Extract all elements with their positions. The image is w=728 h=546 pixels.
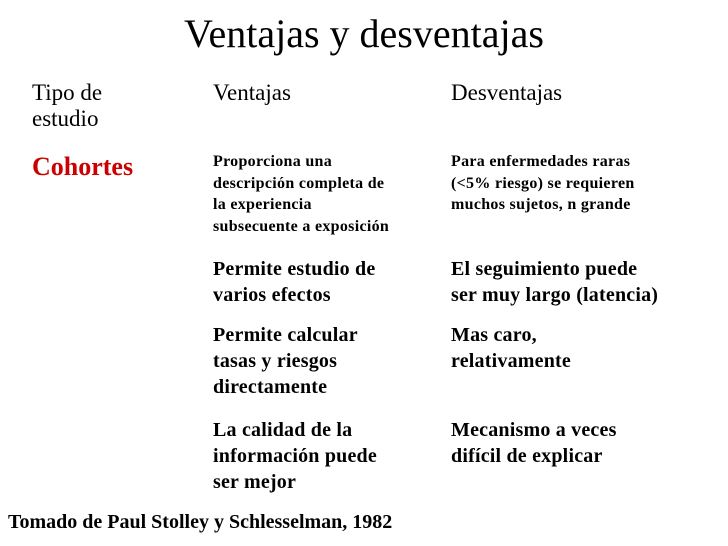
- study-type-cohortes: Cohortes: [32, 152, 134, 181]
- cell-line: Proporciona una: [213, 153, 333, 170]
- desventaja-cell: [451, 417, 617, 469]
- cell-line: subsecuente a exposición: [213, 217, 390, 235]
- cell-line: descripción completa de: [213, 174, 385, 192]
- header-tipo-line1: Tipo de: [32, 80, 103, 105]
- slide-title: Ventajas y desventajas: [184, 11, 544, 56]
- cell-line: Para enfermedades raras: [451, 153, 631, 170]
- cell-line: ser muy largo (latencia): [451, 284, 659, 306]
- desventaja-cell: [451, 322, 571, 374]
- cell-line: relativamente: [451, 350, 571, 372]
- cell-line: Permite calcular: [213, 324, 358, 346]
- header-tipo-line2: estudio: [32, 106, 99, 131]
- source-citation: Tomado de Paul Stolley y Schlesselman, 1982: [8, 511, 393, 533]
- desventaja-cell: [451, 256, 658, 308]
- ventaja-cell: [213, 322, 358, 400]
- cell-line: Mecanismo a veces: [451, 419, 617, 441]
- header-tipo-de-estudio: [32, 80, 102, 132]
- desventaja-cell: [451, 151, 635, 216]
- header-ventajas: Ventajas: [213, 80, 291, 105]
- cell-line: La calidad de la: [213, 419, 353, 441]
- cell-line: varios efectos: [213, 284, 331, 306]
- cell-line: muchos sujetos, n grande: [451, 196, 631, 213]
- ventaja-cell: [213, 256, 375, 308]
- cell-line: directamente: [213, 376, 328, 398]
- ventaja-cell: [213, 417, 377, 495]
- cell-line: la experiencia: [213, 196, 312, 213]
- cell-line: tasas y riesgos: [213, 350, 338, 372]
- ventaja-cell: [213, 151, 389, 237]
- cell-line: ser mejor: [213, 471, 297, 493]
- cell-line: Mas caro,: [451, 324, 537, 346]
- header-desventajas: Desventajas: [451, 80, 563, 105]
- cell-line: Permite estudio de: [213, 258, 376, 280]
- cell-line: El seguimiento puede: [451, 258, 638, 280]
- cell-line: información puede: [213, 445, 377, 467]
- cell-line: difícil de explicar: [451, 445, 603, 467]
- cell-line: (<5% riesgo) se requieren: [451, 174, 635, 192]
